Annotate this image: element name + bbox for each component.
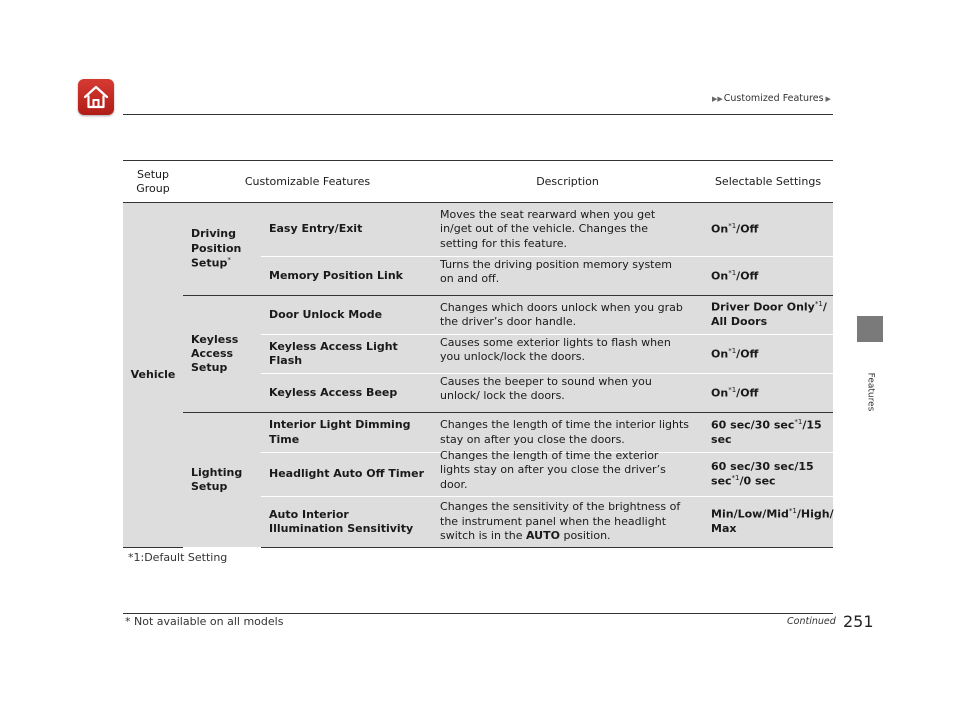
triangle-right-icon: ▶ [825,94,831,103]
table-row [123,296,833,335]
feature-name: Keyless Access Beep [261,374,432,413]
feature-description: Changes the sensitivity of the brightness of the instrument panel when the headlight switch is in the AUTO position. [432,496,703,547]
selectable-settings: On$^{*1}$/Off [703,335,833,374]
table-row [123,413,833,453]
feature-description: Changes which doors unlock when you grab the driver’s door handle. [432,296,703,335]
column-header-customizable-features: Customizable Features [183,161,432,203]
triangle-right-icon: ▶▶ [712,94,723,103]
default-setting-footnote: *1:Default Setting [128,551,228,564]
selectable-settings: On$^{*1}$/Off [703,203,833,257]
table-row [123,203,833,257]
feature-description: Moves the seat rearward when you get in/get out of the vehicle. Changes the setting for this feature. [432,203,703,257]
header-divider [123,114,833,115]
availability-footnote: * Not available on all models [125,615,284,628]
feature-name: Headlight Auto Off Timer [261,453,432,497]
continued-label: Continued [787,616,836,627]
column-header-setup-group: Setup Group [123,161,183,203]
subgroup-keyless-access-setup: Keyless Access Setup [183,296,261,413]
setup-group-vehicle: Vehicle [123,203,183,548]
column-header-selectable-settings: Selectable Settings [703,161,833,203]
feature-name: Memory Position Link [261,257,432,296]
feature-name: Interior Light Dimming Time [261,413,432,453]
feature-name: Keyless Access Light Flash [261,335,432,374]
breadcrumb-label: Customized Features [723,93,824,104]
selectable-settings: Min/Low/Mid$^{*1}$/High/ Max [703,496,833,547]
subgroup-lighting-setup: Lighting Setup [183,413,261,548]
breadcrumb[interactable] [712,93,832,104]
selectable-settings: On$^{*1}$/Off [703,374,833,413]
section-label: Features [865,372,876,412]
customizable-features-table [123,160,833,548]
selectable-settings: Driver Door Only$^{*1}$/ All Doors [703,296,833,335]
home-icon [83,85,109,109]
home-button[interactable] [78,79,114,115]
feature-name: Door Unlock Mode [261,296,432,335]
feature-description: Causes some exterior lights to flash when you unlock/lock the doors. [432,335,703,374]
footer-divider [123,613,833,614]
section-tab[interactable] [857,316,883,342]
feature-description: Changes the length of time the exterior lights stay on after you close the driver’s door. [432,453,703,497]
feature-name: Easy Entry/Exit [261,203,432,257]
selectable-settings: On$^{*1}$/Off [703,257,833,296]
subgroup-driving-position-setup: Driving Position Setup* [183,203,261,296]
selectable-settings: 60 sec/30 sec/15 $\sec^{*1}/0$ sec [703,453,833,497]
feature-description: Causes the beeper to sound when you unlock/ lock the doors. [432,374,703,413]
page-number: 251 [843,612,874,631]
feature-description: Changes the length of time the interior lights stay on after you close the doors. [432,413,703,453]
feature-description: Turns the driving position memory system on and off. [432,257,703,296]
feature-name: Auto Interior Illumination Sensitivity [261,496,432,547]
column-header-description: Description [432,161,703,203]
selectable-settings: 60 sec/30 $\sec^{*1}/15$ sec [703,413,833,453]
